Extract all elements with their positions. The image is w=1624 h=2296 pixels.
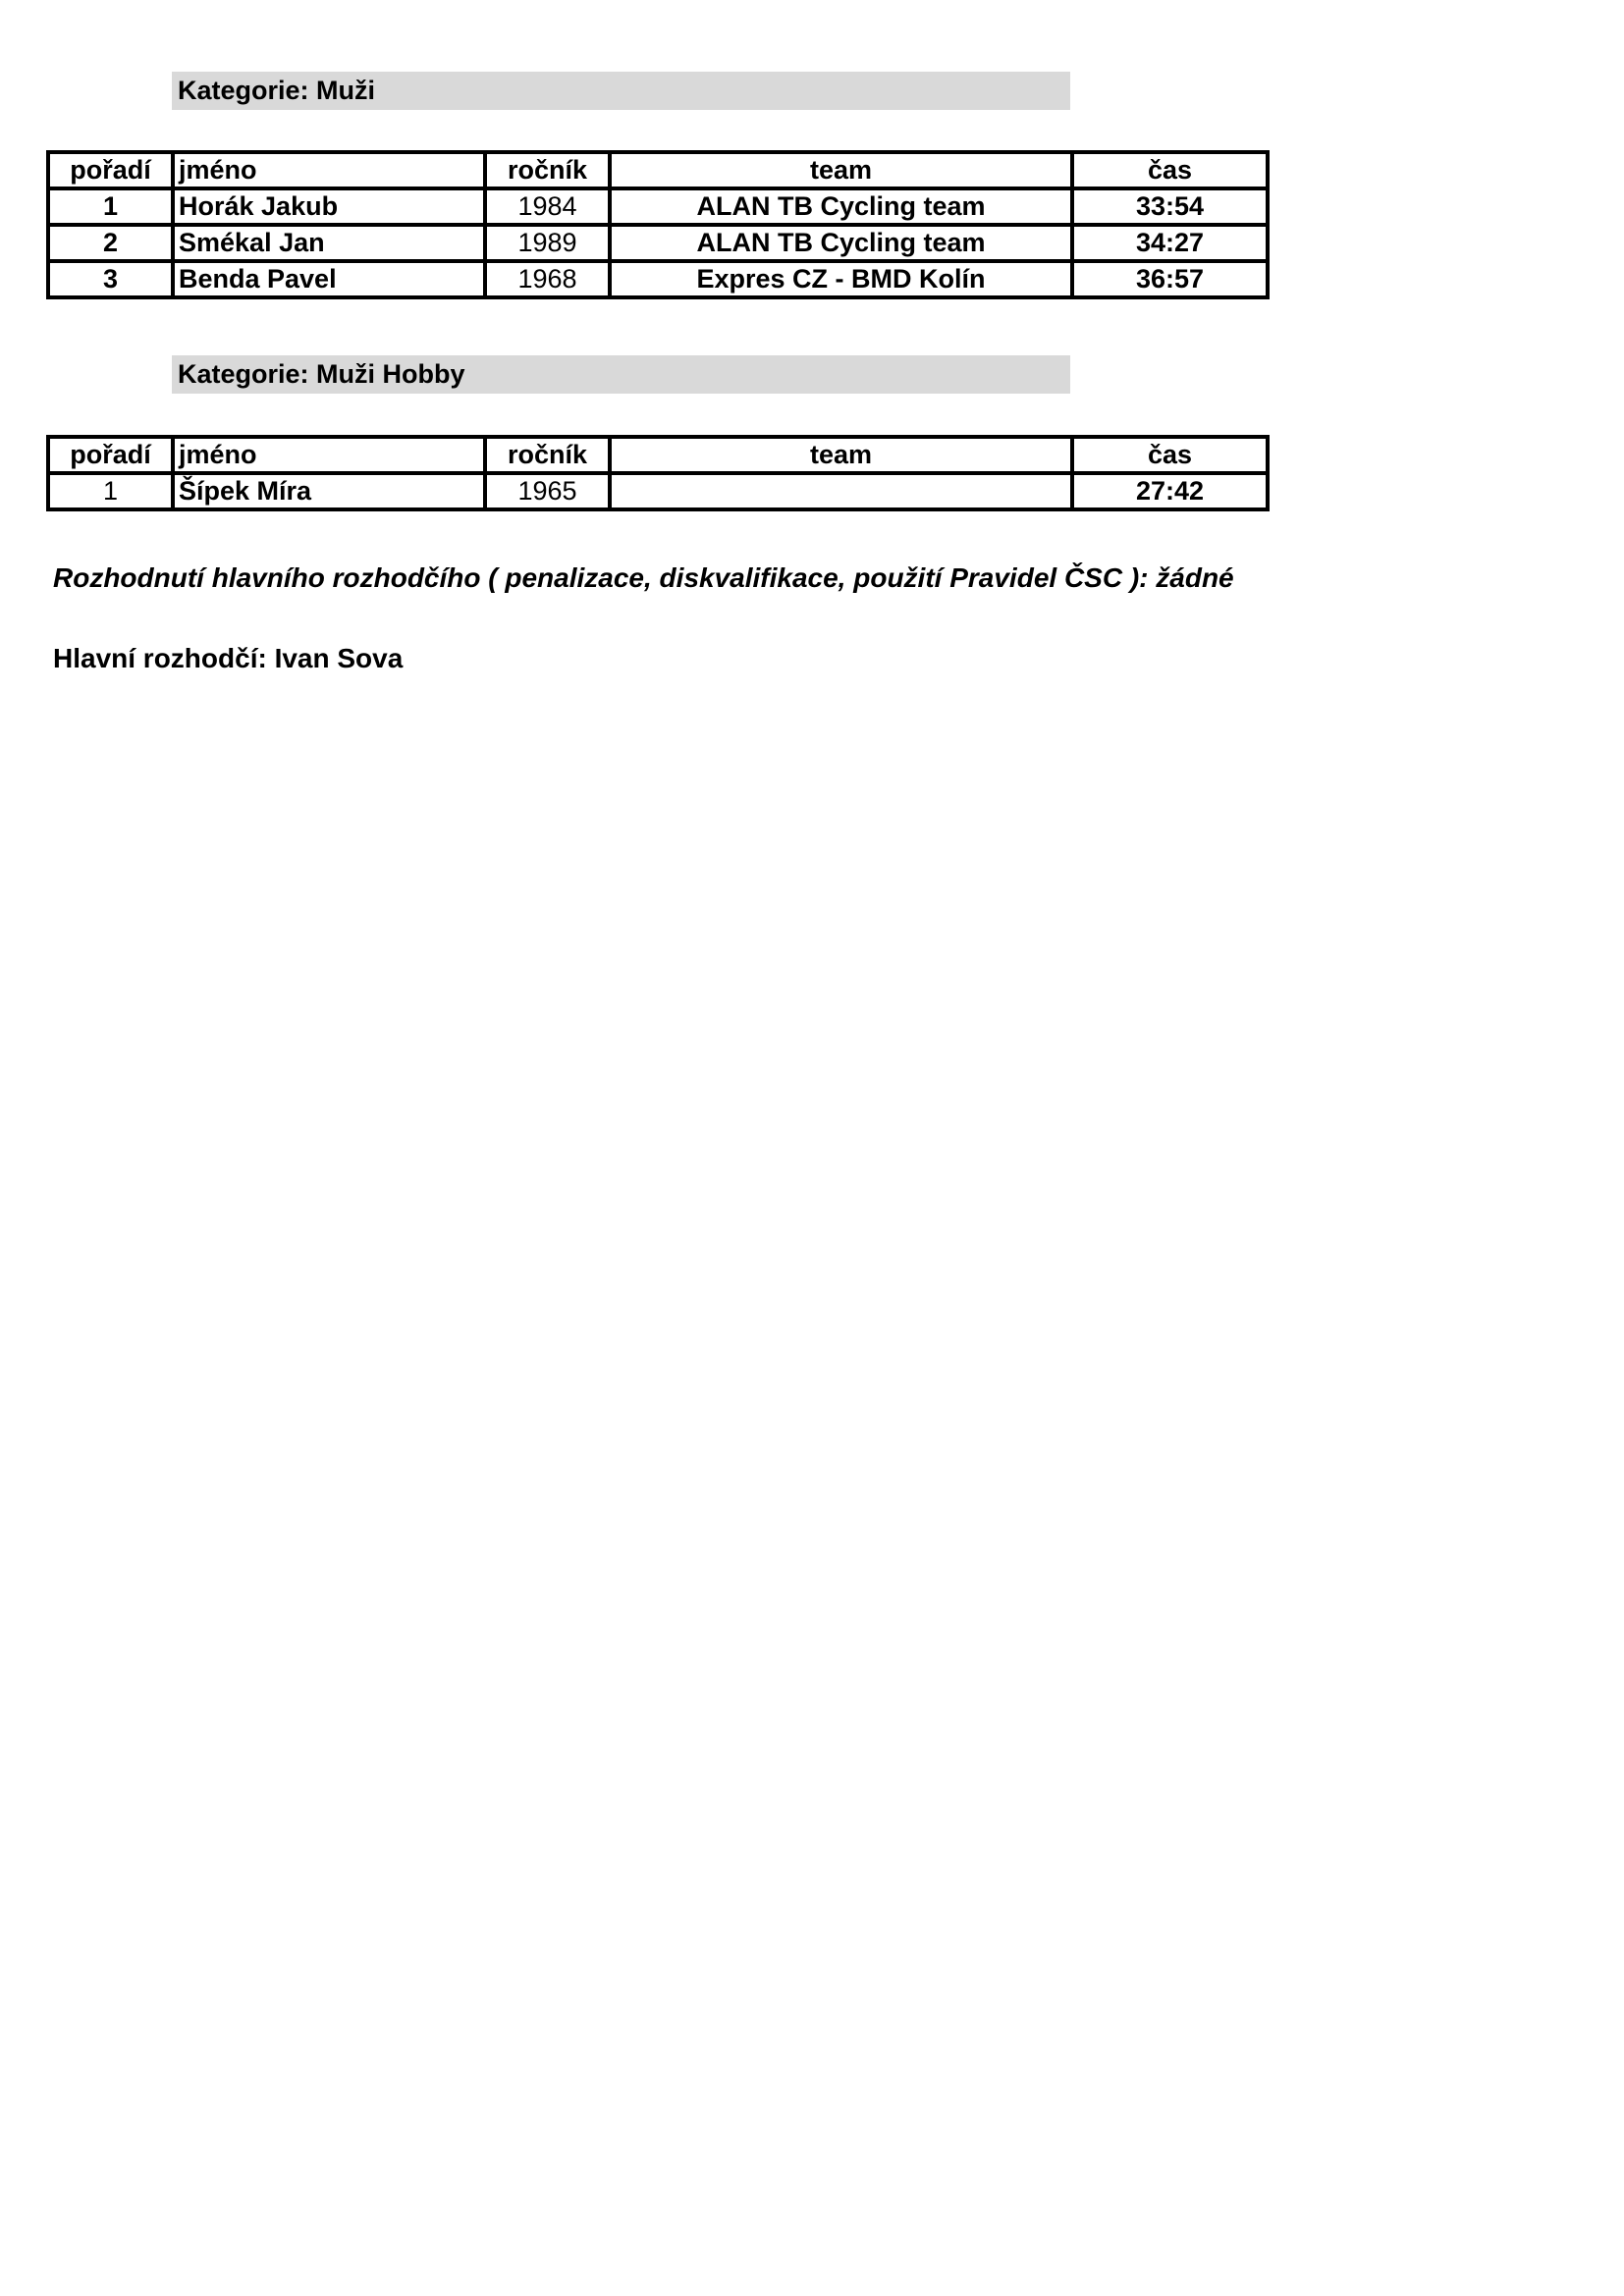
cell-year: 1965	[485, 473, 610, 509]
cell-time: 33:54	[1072, 188, 1268, 225]
table-row	[48, 225, 1268, 261]
header-time: čas	[1072, 152, 1268, 188]
cell-time: 34:27	[1072, 225, 1268, 261]
header-rank: pořadí	[48, 437, 173, 473]
header-team: team	[610, 152, 1072, 188]
header-name: jméno	[173, 152, 485, 188]
results-table-muzi	[46, 150, 1270, 299]
cell-year: 1984	[485, 188, 610, 225]
cell-rank: 3	[48, 261, 173, 297]
table-header-row	[48, 437, 1268, 473]
header-team: team	[610, 437, 1072, 473]
cell-name: Benda Pavel	[173, 261, 485, 297]
header-time: čas	[1072, 437, 1268, 473]
cell-name: Šípek Míra	[173, 473, 485, 509]
header-year: ročník	[485, 437, 610, 473]
chief-referee: Hlavní rozhodčí: Ivan Sova	[53, 643, 404, 673]
cell-year: 1968	[485, 261, 610, 297]
referee-decision-note: Rozhodnutí hlavního rozhodčího ( penalizace, diskvalifikace, použití Pravidel ČSC ): žádné	[53, 562, 1234, 593]
table-header-row	[48, 152, 1268, 188]
cell-team: Expres CZ - BMD Kolín	[610, 261, 1072, 297]
cell-rank: 2	[48, 225, 173, 261]
cell-rank: 1	[48, 188, 173, 225]
header-name: jméno	[173, 437, 485, 473]
table-row	[48, 261, 1268, 297]
cell-year: 1989	[485, 225, 610, 261]
cell-team: ALAN TB Cycling team	[610, 225, 1072, 261]
cell-time: 27:42	[1072, 473, 1268, 509]
cell-name: Horák Jakub	[173, 188, 485, 225]
cell-rank: 1	[48, 473, 173, 509]
cell-name: Smékal Jan	[173, 225, 485, 261]
header-rank: pořadí	[48, 152, 173, 188]
cell-team: ALAN TB Cycling team	[610, 188, 1072, 225]
category-title-muzi: Kategorie: Muži	[172, 72, 1070, 110]
header-year: ročník	[485, 152, 610, 188]
table-row	[48, 473, 1268, 509]
results-table-muzi-hobby	[46, 435, 1270, 511]
category-title-muzi-hobby: Kategorie: Muži Hobby	[172, 355, 1070, 394]
cell-team	[610, 473, 1072, 509]
cell-time: 36:57	[1072, 261, 1268, 297]
table-row	[48, 188, 1268, 225]
